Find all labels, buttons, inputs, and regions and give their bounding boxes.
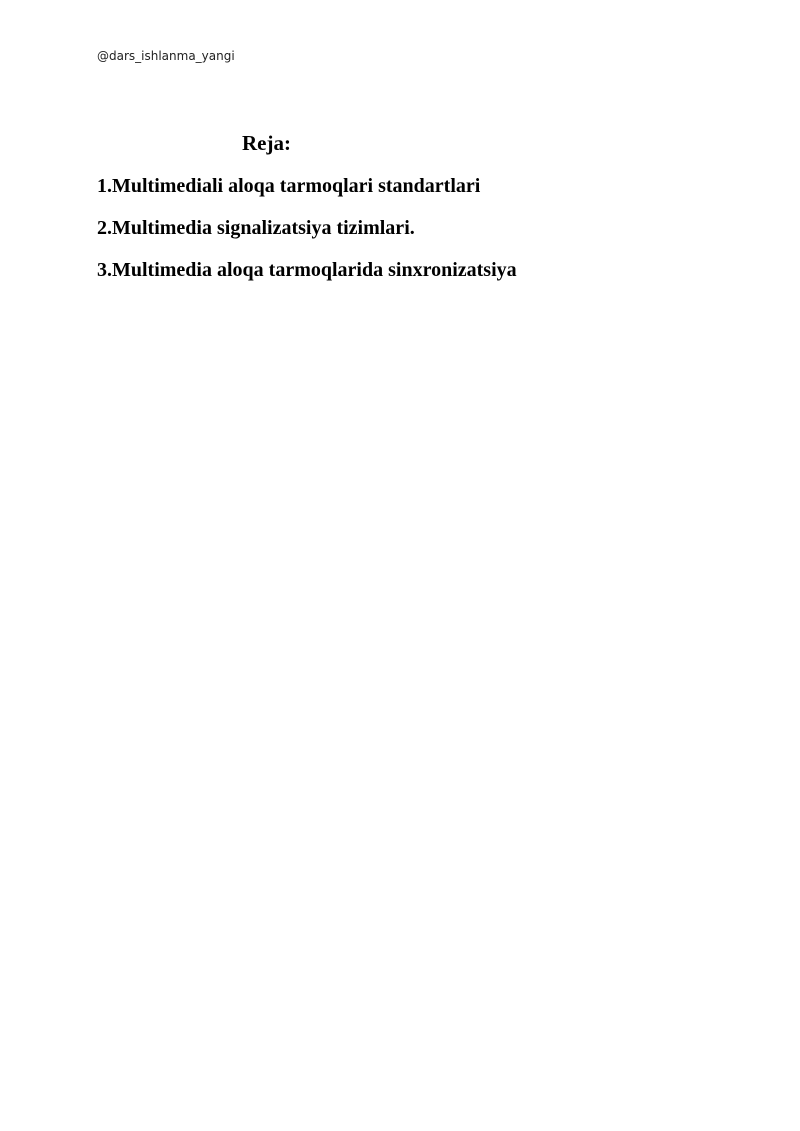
plan-list	[97, 173, 517, 299]
plan-item: 2.Multimedia signalizatsiya tizimlari.	[97, 217, 415, 239]
plan-title: Reja:	[242, 131, 291, 155]
plan-item: 3.Multimedia aloqa tarmoqlarida sinxronizatsiya	[97, 259, 517, 281]
header-watermark: @dars_ishlanma_yangi	[97, 49, 235, 63]
plan-item: 1.Multimediali aloqa tarmoqlari standartlari	[97, 175, 481, 197]
